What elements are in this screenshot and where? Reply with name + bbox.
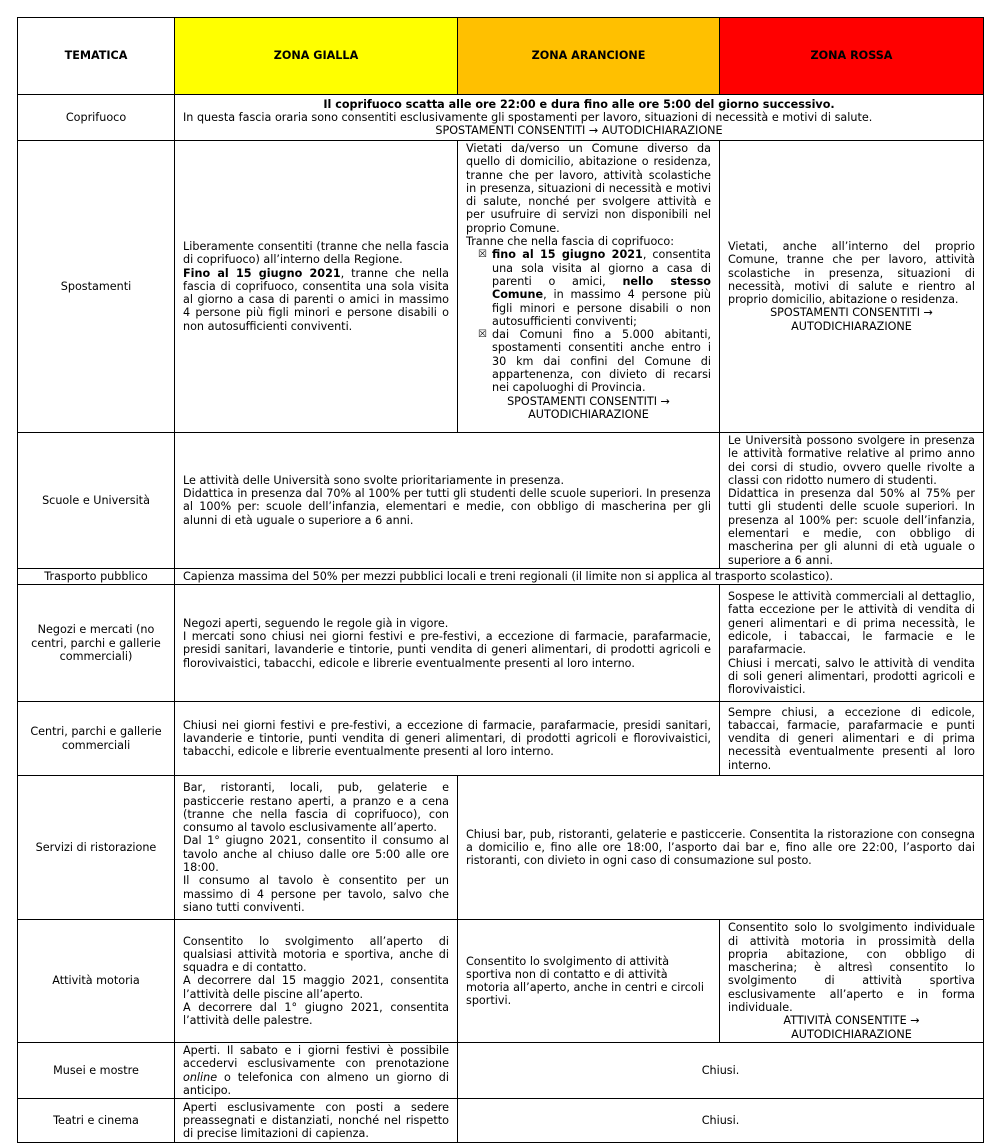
zone-rules-table [17,17,984,1143]
checkbox-bullet-icon: ☒ [478,249,487,261]
motoria-orange: Consentito lo svolgimento di attività sportiva non di contatto e di attività motoria all’aperto, anche in centri e circoli sportivi. [458,920,720,1043]
scuole-yellow-orange [175,433,720,569]
teatri-orange-red: Chiusi. [458,1099,984,1143]
coprifuoco-line1: Il coprifuoco scatta alle ore 22:00 e dura fino alle ore 5:00 del giorno successivo. [323,97,835,111]
motoria-red-note2: AUTODICHIARAZIONE [791,1027,912,1041]
topic-centri: Centri, parchi e gallerie commerciali [18,702,175,776]
spostamenti-orange-note1: SPOSTAMENTI CONSENTITI → [507,394,670,408]
scuole-yo-p1: Le attività delle Università sono svolte prioritariamente in presenza. [183,473,565,487]
header-orange-zone: ZONA ARANCIONE [458,18,720,95]
row-coprifuoco [18,95,984,141]
ristorazione-yellow-p1: Bar, ristoranti, locali, pub, gelaterie e pasticcerie restano aperti, a pranzo e a cena (tranne che nella fascia di coprifuoco), con consumo al tavolo esclusivamente all’aperto. [183,781,449,835]
motoria-yellow-p2: A decorrere dal 15 maggio 2021, consentita l’attività delle piscine all’aperto. [183,974,449,1001]
spostamenti-orange-note2: AUTODICHIARAZIONE [528,407,649,421]
centri-red: Sempre chiusi, a eccezione di edicole, tabaccai, farmacie, parafarmacie e punti vendita di generi alimentari e di prima necessità eventualmente presenti al loro interno. [720,702,984,776]
motoria-red-p1: Consentito solo lo svolgimento individuale di attività motoria in prossimità della propria abitazione, con obbligo di mascherina; è altresì consentito lo svolgimento di attività sportiva esclusivamente all’aperto e in forma individuale. [728,921,975,1015]
topic-ristorazione: Servizi di ristorazione [18,776,175,920]
list-item: ☒ dai Comuni fino a 5.000 abitanti, spostamenti consentiti anche entro i 30 km dai confini del Comune di appartenenza, con divieto di recarsi nei capoluoghi di Provincia. [478,328,711,395]
motoria-red-note1: ATTIVITÀ CONSENTITE → [783,1014,920,1028]
row-teatri [18,1099,984,1143]
coprifuoco-line2: In questa fascia oraria sono consentiti esclusivamente gli spostamenti per lavoro, situazioni di necessità e motivi di salute. [183,110,873,124]
spostamenti-red-note1: SPOSTAMENTI CONSENTITI → [770,306,933,320]
spostamenti-red-p1: Vietati, anche all’interno del proprio Comune, tranne che per lavoro, attività scolastiche in presenza, situazioni di necessità, motivi di salute e rientro al proprio domicilio, abitazione o residenza. [728,239,975,307]
ristorazione-yellow-p2: Dal 1° giugno 2021, consentito il consumo al tavolo anche al chiuso dalle ore 5:00 alle ore 18:00. [183,834,449,875]
motoria-yellow [175,920,458,1043]
spostamenti-orange [458,141,720,433]
centri-yellow-orange: Chiusi nei giorni festivi e pre-festivi, a eccezione di farmacie, parafarmacie, presidi sanitari, lavanderie e tintorie, punti vendita di generi alimentari, di prodotti agricoli e florovivaistici, tabacchi, edicole e librerie eventualmente presenti al loro interno. [175,702,720,776]
musei-yellow: Aperti. Il sabato e i giorni festivi è possibile accedervi esclusivamente con prenotazione online o telefonica con almeno un giorno di anticipo. [175,1042,458,1098]
spostamenti-yellow-p2: Fino al 15 giugno 2021, tranne che nella fascia di coprifuoco, consentita una sola visita al giorno a casa di parenti o amici in massimo 4 persone più figli minori e persone disabili o non autosufficienti conviventi. [183,266,449,333]
coprifuoco-line3: SPOSTAMENTI CONSENTITI → AUTODICHIARAZIONE [435,124,723,138]
negozi-yo-p1: Negozi aperti, seguendo le regole già in vigore. [183,616,449,630]
row-motoria [18,920,984,1043]
list-item: ☒ fino al 15 giugno 2021, consentita una sola visita al giorno a casa di parenti o amici, nello stesso Comune, in massimo 4 persone più figli minori e persone disabili o non autosufficienti conviventi; [478,248,711,328]
topic-musei: Musei e mostre [18,1042,175,1098]
spostamenti-red [720,141,984,433]
spostamenti-yellow-p1: Liberamente consentiti (tranne che nella fascia di coprifuoco) all’interno della Regione. [183,239,449,267]
negozi-yellow-orange [175,585,720,702]
scuole-red-p2: Didattica in presenza dal 50% al 75% per tutti gli studenti delle scuole superiori. In presenza al 100% per: scuole dell’infanzia, elementari e medie, con obbligo di mascherina per gli alunni di età uguale o superiore a 6 anni. [728,487,975,567]
checkbox-bullet-icon: ☒ [478,329,487,341]
spostamenti-orange-list [466,248,711,394]
header-row [18,18,984,95]
ristorazione-yellow-p3: Il consumo al tavolo è consentito per un massimo di 4 persone per tavolo, salvo che siano tutti conviventi. [183,874,449,914]
coprifuoco-all-zones [175,95,984,141]
scuole-red-p1: Le Università possono svolgere in presenza le attività formative relative al primo anno dei corsi di studio, ovvero quelle rivolte a classi con ridotto numero di studenti. [728,434,975,487]
motoria-red [720,920,984,1043]
row-negozi [18,585,984,702]
negozi-red [720,585,984,702]
header-topic: TEMATICA [18,18,175,95]
row-trasporto [18,568,984,584]
row-ristorazione [18,776,984,920]
motoria-yellow-p3: A decorrere dal 1° giugno 2021, consentita l’attività delle palestre. [183,1001,449,1028]
negozi-yo-p2: I mercati sono chiusi nei giorni festivi e pre-festivi, a eccezione di farmacie, parafarmacie, presidi sanitari, lavanderie e tintorie, punti vendita di generi alimentari, di prodotti agricoli e florovivaistici, tabacchi, edicole e librerie eventualmente presenti al loro interno. [183,629,711,670]
topic-teatri: Teatri e cinema [18,1099,175,1143]
spostamenti-orange-p2: Tranne che nella fascia di coprifuoco: [466,235,675,249]
topic-coprifuoco: Coprifuoco [18,95,175,141]
trasporto-all-zones: Capienza massima del 50% per mezzi pubblici locali e treni regionali (il limite non si applica al trasporto scolastico). [175,568,984,584]
topic-motoria: Attività motoria [18,920,175,1043]
row-musei [18,1042,984,1098]
header-yellow-zone: ZONA GIALLA [175,18,458,95]
negozi-red-p2: Chiusi i mercati, salvo le attività di vendita di soli generi alimentari, prodotti agricoli e florovivaistici. [728,656,975,697]
scuole-yo-p2: Didattica in presenza dal 70% al 100% per tutti gli studenti delle scuole superiori. In presenza al 100% per: scuole dell’infanzia, elementari e medie, con obbligo di mascherina per gli alunni di età uguale o superiore a 6 anni. [183,487,711,527]
musei-orange-red: Chiusi. [458,1042,984,1098]
spostamenti-red-note2: AUTODICHIARAZIONE [791,319,912,333]
motoria-yellow-p1: Consentito lo svolgimento all’aperto di qualsiasi attività motoria e sportiva, anche di squadra e di contatto. [183,934,449,975]
topic-trasporto: Trasporto pubblico [18,568,175,584]
row-scuole [18,433,984,569]
topic-negozi: Negozi e mercati (no centri, parchi e gallerie commerciali) [18,585,175,702]
scuole-red [720,433,984,569]
header-red-zone: ZONA ROSSA [720,18,984,95]
row-centri [18,702,984,776]
row-spostamenti [18,141,984,433]
spostamenti-yellow [175,141,458,433]
ristorazione-yellow [175,776,458,920]
teatri-yellow: Aperti esclusivamente con posti a sedere preassegnati e distanziati, nonché nel rispetto di precise limitazioni di capienza. [175,1099,458,1143]
topic-spostamenti: Spostamenti [18,141,175,433]
ristorazione-orange-red: Chiusi bar, pub, ristoranti, gelaterie e pasticcerie. Consentita la ristorazione con consegna a domicilio e, fino alle ore 18:00, l’asporto dai bar e, fino alle ore 22:00, l’asporto dai ristoranti, con divieto in ogni caso di consumazione sul posto. [458,776,984,920]
topic-scuole: Scuole e Università [18,433,175,569]
spostamenti-orange-p1: Vietati da/verso un Comune diverso da quello di domicilio, abitazione o residenza, tranne che per lavoro, attività scolastiche in presenza, situazioni di necessità e motivi di salute, nonché per svolgere attività e per usufruire di servizi non disponibili nel proprio Comune. [466,142,711,235]
negozi-red-p1: Sospese le attività commerciali al dettaglio, fatta eccezione per le attività di vendita di generi alimentari e di prima necessità, le edicole, i tabaccai, le farmacie e le parafarmacie. [728,590,975,657]
